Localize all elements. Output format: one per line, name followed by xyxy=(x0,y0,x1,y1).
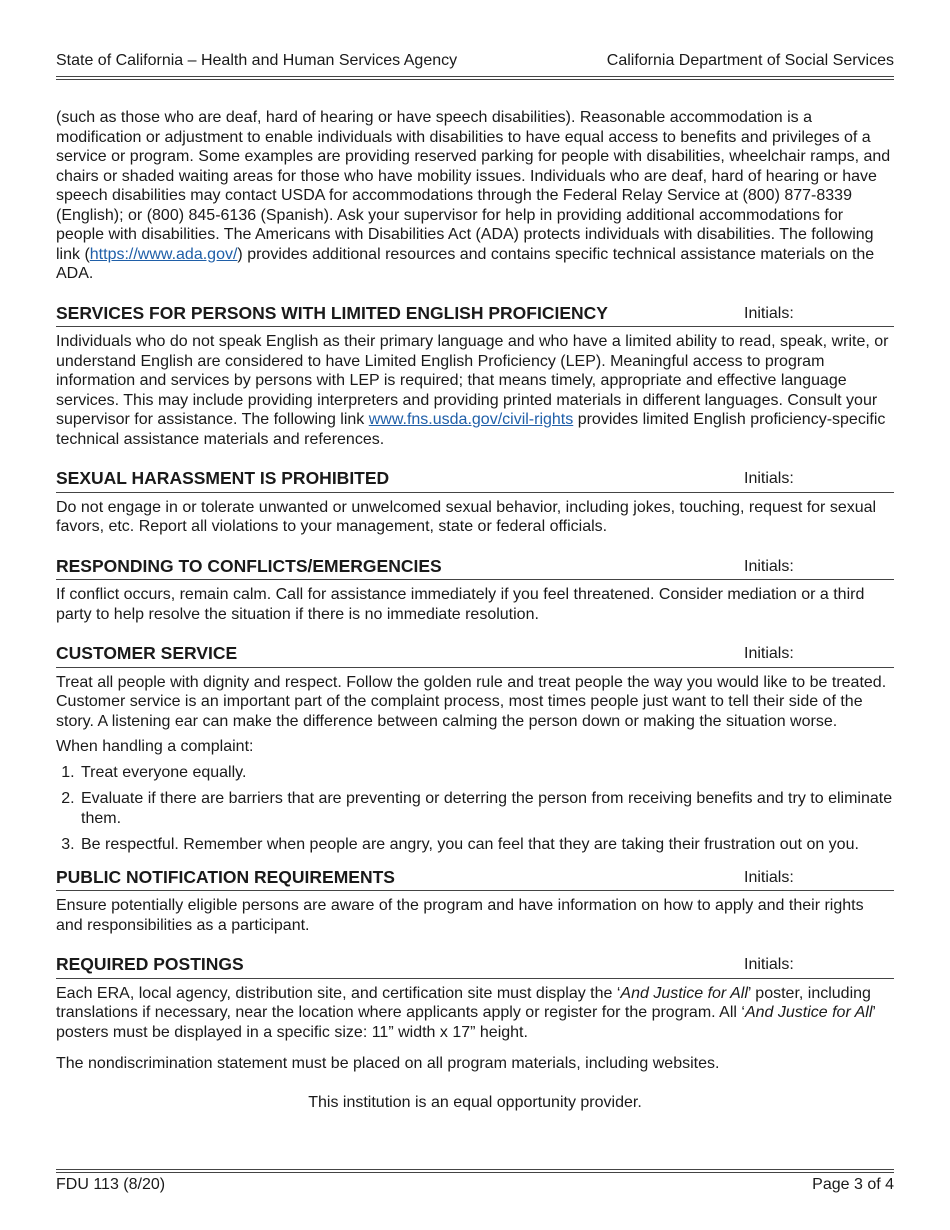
initials-field[interactable]: Initials: xyxy=(744,304,794,322)
initials-field[interactable]: Initials: xyxy=(744,868,794,886)
section-body-postings: Each ERA, local agency, distribution site, and certification site must display the ‘And Justice for All’ poster, including translations if necessary, near the location where applicants apply or register for the program. All ‘And Justice for All’ posters must be displayed in a specific size: 11” width x 17” height. xyxy=(56,984,876,1041)
form-number: FDU 113 (8/20) xyxy=(56,1176,166,1193)
complaint-intro: When handling a complaint: xyxy=(56,738,254,755)
header-rule xyxy=(56,79,894,80)
page-header xyxy=(56,52,894,70)
section-header-notification xyxy=(56,868,894,892)
section-header-customer-service xyxy=(56,644,894,668)
section-header-postings xyxy=(56,955,894,979)
footer-rule xyxy=(56,1169,894,1170)
complaint-list xyxy=(56,763,894,855)
section-body-notification: Ensure potentially eligible persons are aware of the program and have information on how to apply and their rights and responsibilities as a participant. xyxy=(56,897,864,934)
page-footer xyxy=(56,1176,894,1194)
footer-rule xyxy=(56,1172,894,1173)
list-item: 1. Treat everyone equally. xyxy=(79,763,894,783)
initials-field[interactable]: Initials: xyxy=(744,645,794,662)
section-title: RESPONDING TO CONFLICTS/EMERGENCIES xyxy=(56,555,442,576)
page-number: Page 3 of 4 xyxy=(812,1176,894,1193)
section-title: PUBLIC NOTIFICATION REQUIREMENTS xyxy=(56,866,395,887)
ada-link[interactable]: https://www.ada.gov/ xyxy=(89,245,238,263)
section-title: REQUIRED POSTINGS xyxy=(56,954,244,974)
header-department: California Department of Social Services xyxy=(606,52,894,69)
section-title: CUSTOMER SERVICE xyxy=(56,643,238,663)
initials-field[interactable]: Initials: xyxy=(744,956,794,973)
section-body-conflicts: If conflict occurs, remain calm. Call for assistance immediately if you feel threatened. Consider mediation or a third party to help resolve the situation if there is no immediate resolution. xyxy=(56,586,865,623)
section-header-lep xyxy=(56,304,894,328)
document-body xyxy=(56,108,894,1112)
list-item: 3. Be respectful. Remember when people are angry, you can feel that they are taking their frustration out on you. xyxy=(79,835,894,855)
list-item: 2. Evaluate if there are barriers that are preventing or deterring the person from receiving benefits and try to eliminate them. xyxy=(79,789,894,828)
section-body-lep: Individuals who do not speak English as their primary language and who have a limited ability to read, speak, write, or understand English are considered to have Limited English Proficiency (LEP). Meaningful access to program information and services by persons with LEP is required; that means timely, appropriate and effective language services. This may include providing interpreters and providing printed materials in different languages. Consult your supervisor for assistance. The following link www.fns.usda.gov/civil-rights provides limited English proficiency-specific technical assistance materials and references. xyxy=(56,333,889,448)
equal-opportunity-statement: This institution is an equal opportunity provider. xyxy=(308,1093,642,1111)
header-agency: State of California – Health and Human Services Agency xyxy=(56,52,458,69)
nondiscrimination-paragraph: The nondiscrimination statement must be placed on all program materials, including websites. xyxy=(56,1055,720,1072)
header-rule xyxy=(56,76,894,77)
initials-field[interactable]: Initials: xyxy=(744,557,794,575)
section-header-harassment xyxy=(56,469,894,493)
section-title: SERVICES FOR PERSONS WITH LIMITED ENGLISH PROFICIENCY xyxy=(56,302,608,323)
civil-rights-link[interactable]: www.fns.usda.gov/civil-rights xyxy=(368,411,574,428)
section-body-customer-service: Treat all people with dignity and respect. Follow the golden rule and treat people the way you would like to be treated. Customer service is an important part of the complaint process, most times people just want to tell their side of the story. A listening ear can make the difference between calming the person down or making the situation worse. xyxy=(56,673,887,730)
intro-paragraph: (such as those who are deaf, hard of hearing or have speech disabilities). Reasonable accommodation is a modification or adjustment to enable individuals with disabilities to have equal access to benefits and privileges of a service or program. Some examples are providing reserved parking for people with disabilities, wheelchair ramps, and chairs or shaded waiting areas for those who have mobility issues. Individuals who are deaf, hard of hearing or have speech disabilities may contact USDA for accommodations through the Federal Relay Service at (800) 877-8339 (English); or (800) 845-6136 (Spanish). Ask your supervisor for help in providing additional accommodations for people with disabilities. The Americans with Disabilities Act (ADA) protects individuals with disabilities. The following link (https://www.ada.gov/) provides additional resources and contains specific technical assistance materials on the ADA. xyxy=(56,109,891,282)
section-header-conflicts xyxy=(56,557,894,581)
section-body-harassment: Do not engage in or tolerate unwanted or unwelcomed sexual behavior, including jokes, touching, request for sexual favors, etc. Report all violations to your management, state or federal officials. xyxy=(56,498,877,535)
initials-field[interactable]: Initials: xyxy=(744,470,794,487)
section-title: SEXUAL HARASSMENT IS PROHIBITED xyxy=(56,468,390,488)
